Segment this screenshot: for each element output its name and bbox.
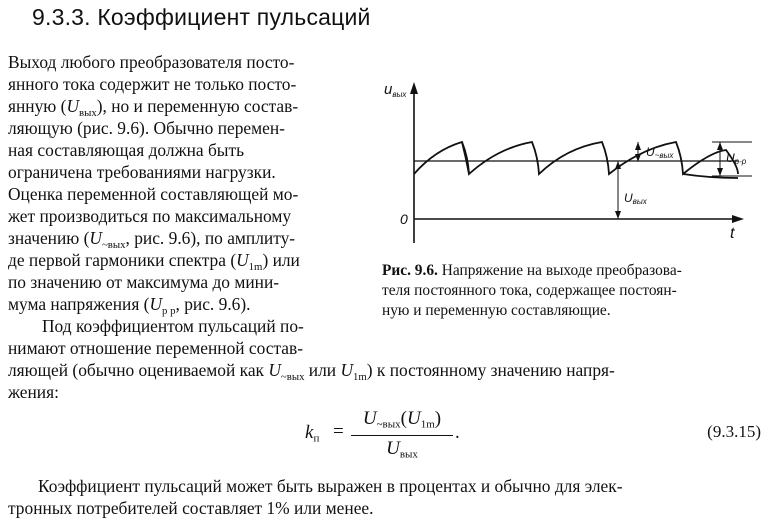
pp-dim-arrow	[717, 168, 723, 176]
body-line: жения:	[8, 382, 59, 402]
body-line: Выход любого преобразователя посто-	[8, 52, 295, 72]
pp-label: Up-p	[726, 151, 747, 166]
formula-period: .	[455, 422, 460, 443]
body-line: ная составляющая должна быть	[8, 140, 245, 160]
symbol: U	[66, 96, 80, 116]
body-line: Под коэффициентом пульсаций по-	[42, 316, 304, 336]
formula-fraction-bar	[351, 435, 453, 436]
body-line: янного тока содержит не только посто-	[8, 74, 297, 94]
body-line: ляющую (рис. 9.6). Обычно перемен-	[8, 118, 285, 138]
formula-9-3-15	[305, 408, 765, 464]
formula-lhs: kп	[305, 422, 320, 445]
figure-9-6	[380, 78, 762, 248]
body-line: Коэффициент пульсаций может быть выражен в процентах и обычно для элек-	[38, 476, 623, 496]
symbol: U	[236, 250, 249, 270]
dc-label: Uвых	[624, 191, 647, 206]
body-line: де первой гармоники спектра $(U_{1m})$ или	[8, 250, 300, 273]
ripple-waveform-decay	[462, 142, 738, 178]
figure-caption: Рис. 9.6. Напряжение на выходе преобразова-	[382, 262, 682, 279]
ripple-label: U~вых	[646, 145, 674, 160]
body-line: по значению от максимума до мини-	[8, 272, 280, 292]
figure-caption: ную и переменную составляющие.	[382, 302, 611, 319]
body-line: мума напряжения ($U_{p p}$, рис. 9.6).	[8, 294, 251, 317]
formula-numerator: U~вых(U1m)	[362, 408, 442, 431]
body-line: тронных потребителей составляет 1% или менее.	[8, 498, 374, 518]
body-line: ограничена требованиями нагрузки.	[8, 162, 276, 182]
body-line: значению ($U_{\sim вых}$, рис. 9.6), по амплиту-	[8, 228, 296, 251]
origin-label: 0	[400, 211, 408, 227]
body-line: ляющей (обычно оцениваемой как $U_{\sim вых}$ или $U_{1m}$) к постоянному значению напря-	[8, 360, 615, 383]
pp-dim-arrow	[717, 142, 723, 150]
body-line: янную $(U_{вых})$, но и переменную состав-	[8, 96, 299, 119]
figure-caption: теля постоянного тока, содержащее постоян-	[382, 282, 677, 299]
symbol: U	[149, 294, 163, 314]
equation-number: (9.3.15)	[707, 422, 761, 441]
formula-denominator: Uвых	[386, 438, 418, 461]
body-line: жет производиться по максимальному	[8, 206, 292, 226]
x-axis-arrow	[732, 215, 744, 223]
y-axis-arrow	[410, 82, 418, 94]
y-axis-label: $u_{вых}$	[384, 81, 407, 99]
dc-dim-arrow	[615, 211, 621, 219]
ripple-dim-arrow	[635, 142, 641, 150]
x-axis-label: t	[730, 225, 735, 242]
body-line: нимают отношение переменной состав-	[8, 338, 304, 358]
section-title: 9.3.3. Коэффициент пульсаций	[32, 4, 371, 30]
body-line: Оценка переменной составляющей мо-	[8, 184, 299, 204]
symbol: U	[89, 228, 102, 248]
formula-equals: =	[333, 421, 344, 442]
